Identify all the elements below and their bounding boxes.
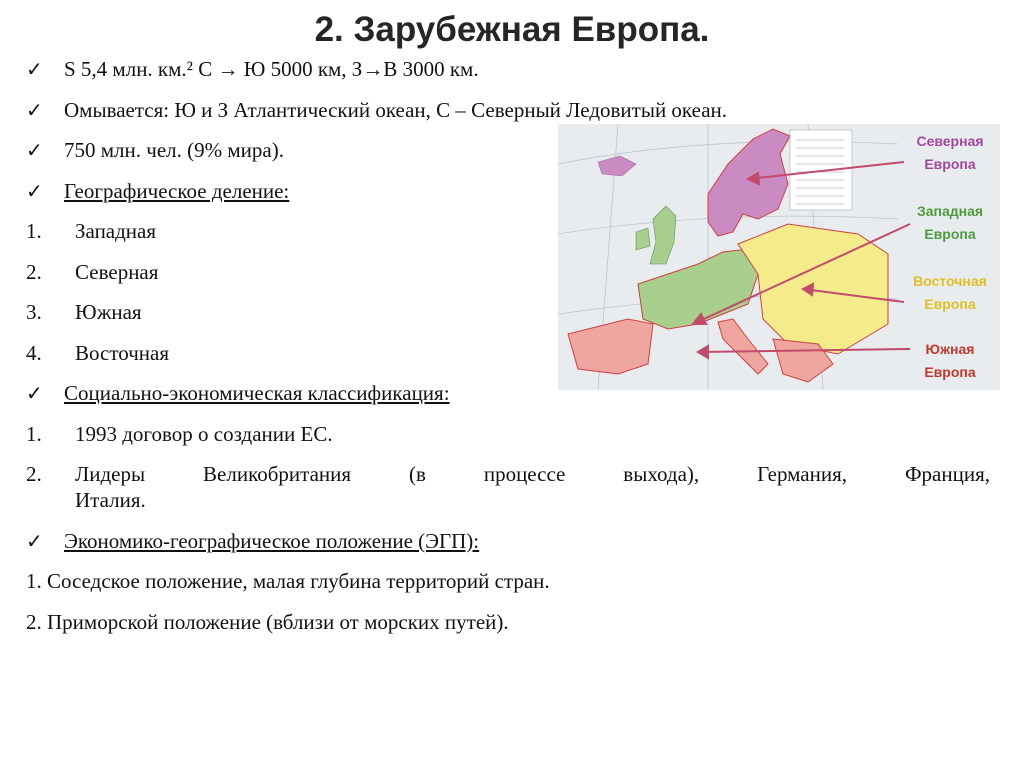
item-text-continued: Италия. bbox=[75, 488, 146, 512]
numbered-item bbox=[26, 421, 990, 447]
item-number: 2. bbox=[26, 462, 42, 486]
map-label-line2: Европа bbox=[924, 226, 976, 242]
item-number: 4. bbox=[26, 340, 42, 365]
check-icon: ✓ bbox=[26, 528, 43, 553]
map-label-region bbox=[900, 338, 1000, 384]
numbered-item bbox=[26, 461, 990, 513]
europe-regions-map bbox=[558, 124, 1000, 390]
map-label-line1: Западная bbox=[916, 203, 984, 219]
item-text: Северная bbox=[75, 259, 159, 284]
slide-title: 2. Зарубежная Европа. bbox=[314, 10, 710, 49]
fact-text: S 5,4 млн. км.² С → Ю 5000 км, З→В 3000 км. bbox=[64, 57, 479, 81]
fact-text: Омывается: Ю и З Атлантический океан, С – Северный Ледовитый океан. bbox=[64, 97, 727, 122]
map-label-line1: Южная bbox=[925, 341, 975, 357]
map-label-region bbox=[900, 130, 1000, 176]
fact-text: 750 млн. чел. (9% мира). bbox=[64, 138, 284, 162]
map-label-line2: Европа bbox=[924, 364, 976, 380]
item-number: 1. bbox=[26, 219, 42, 243]
item-text: Восточная bbox=[75, 340, 169, 365]
map-label-line2: Европа bbox=[924, 296, 976, 312]
item-text: 2. Приморской положение (вблизи от морских путей). bbox=[26, 609, 509, 634]
item-text: Южная bbox=[75, 300, 142, 324]
map-label-region bbox=[900, 200, 1000, 246]
check-item bbox=[26, 528, 990, 554]
check-item bbox=[26, 56, 990, 82]
plain-item bbox=[26, 568, 990, 594]
check-icon: ✓ bbox=[26, 381, 43, 405]
map-label-line2: Европа bbox=[924, 156, 976, 172]
item-text: 1. Соседское положение, малая глубина территорий стран. bbox=[26, 569, 550, 593]
check-icon: ✓ bbox=[26, 138, 43, 162]
section-heading: Экономико-географическое положение (ЭГП): bbox=[64, 528, 480, 553]
check-icon: ✓ bbox=[26, 57, 43, 81]
map-label-line1: Северная bbox=[916, 133, 984, 149]
item-number: 1. bbox=[26, 421, 42, 446]
item-text: Западная bbox=[75, 219, 157, 243]
region-ireland bbox=[636, 228, 650, 250]
map-label-region bbox=[900, 270, 1000, 316]
item-text: 1993 договор о создании ЕС. bbox=[75, 421, 333, 446]
section-heading: Социально-экономическая классификация: bbox=[64, 381, 450, 405]
map-legend-box bbox=[790, 130, 852, 210]
map-label-line1: Восточная bbox=[913, 273, 987, 289]
check-item bbox=[26, 97, 990, 123]
item-text: Лидеры Великобритания (в процессе выхода), Германия, Франция, bbox=[75, 462, 990, 486]
plain-item bbox=[26, 609, 990, 635]
item-number: 2. bbox=[26, 259, 42, 284]
check-icon: ✓ bbox=[26, 97, 43, 122]
section-heading: Географическое деление: bbox=[64, 178, 290, 203]
item-number: 3. bbox=[26, 300, 42, 324]
check-icon: ✓ bbox=[26, 178, 43, 203]
